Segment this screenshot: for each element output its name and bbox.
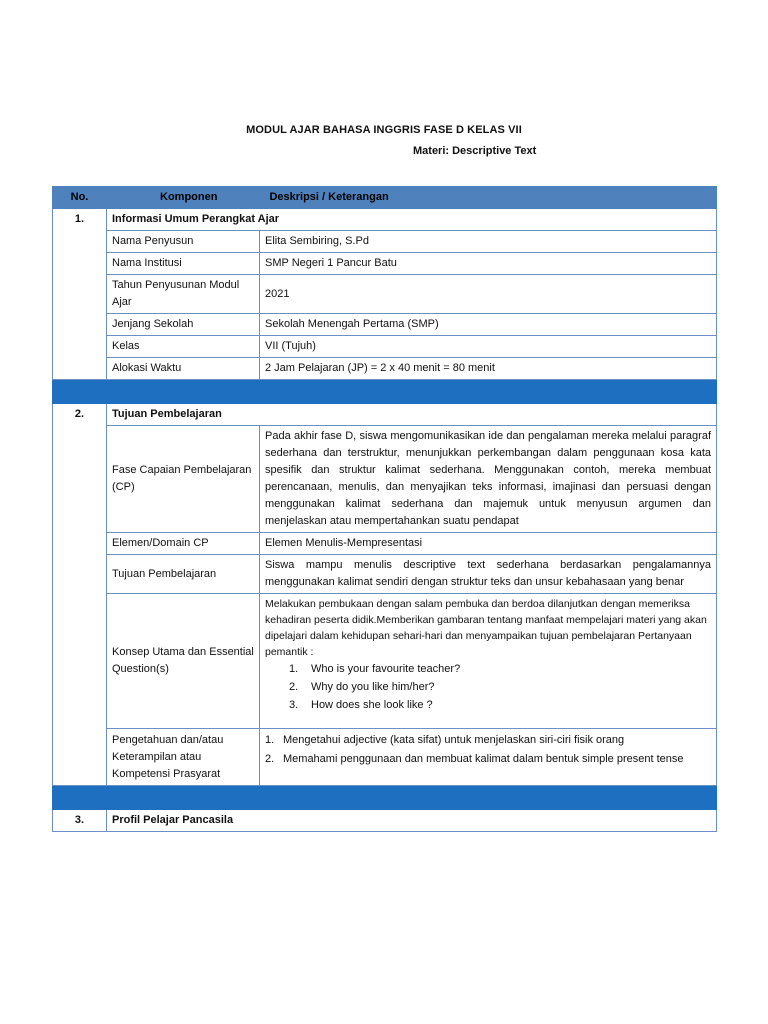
- table-row: [53, 729, 717, 786]
- list-item: 2. Why do you like him/her?: [289, 681, 435, 693]
- row-value: Elemen Menulis-Mempresentasi: [260, 533, 717, 555]
- list-item: 1. Mengetahui adjective (kata sifat) untuk menjelaskan siri-ciri fisik orang: [265, 734, 625, 746]
- table-row: [53, 231, 717, 253]
- row-label: Kelas: [107, 336, 260, 358]
- list-item: 3. How does she look like ?: [289, 699, 433, 711]
- table-row: [53, 358, 717, 380]
- header-labels: [107, 187, 717, 209]
- document-title: MODUL AJAR BAHASA INGGRIS FASE D KELAS VII: [246, 124, 522, 136]
- row-value: Siswa mampu menulis descriptive text sederhana berdasarkan pengalamannya menggunakan kalimat sendiri dengan struktur teks dan unsur kebahasaan yang benar: [260, 555, 717, 594]
- row-value: [260, 729, 717, 786]
- list-item: 1. Who is your favourite teacher?: [289, 663, 461, 675]
- table-row: [53, 533, 717, 555]
- row-value: SMP Negeri 1 Pancur Batu: [260, 253, 717, 275]
- row-label: Tujuan Pembelajaran: [107, 555, 260, 594]
- section-3-row: [53, 810, 717, 832]
- row-value: Sekolah Menengah Pertama (SMP): [260, 314, 717, 336]
- row-label: Alokasi Waktu: [107, 358, 260, 380]
- section-2-number: 2.: [53, 404, 107, 786]
- section-1-number: 1.: [53, 209, 107, 380]
- section-3-number: 3.: [53, 810, 107, 832]
- table-header-row: [53, 187, 717, 209]
- table-row: [53, 253, 717, 275]
- module-table: [52, 186, 717, 832]
- section-divider-band: [53, 380, 717, 404]
- row-label: Jenjang Sekolah: [107, 314, 260, 336]
- row-value: VII (Tujuh): [260, 336, 717, 358]
- section-divider-band: [53, 786, 717, 810]
- table-row: [53, 594, 717, 729]
- row-value: [260, 594, 717, 729]
- row-value: 2 Jam Pelajaran (JP) = 2 x 40 menit = 80 menit: [260, 358, 717, 380]
- row-value: Elita Sembiring, S.Pd: [260, 231, 717, 253]
- table-row: [53, 336, 717, 358]
- row-label: Nama Institusi: [107, 253, 260, 275]
- row-label: Elemen/Domain CP: [107, 533, 260, 555]
- table-row: [53, 555, 717, 594]
- section-2-title: Tujuan Pembelajaran: [107, 404, 717, 426]
- question-list: [265, 660, 711, 714]
- table-row: [53, 426, 717, 533]
- header-no: No.: [53, 187, 107, 209]
- row-label: Pengetahuan dan/atau Keterampilan atau Kompetensi Prasyarat: [107, 729, 260, 786]
- konsep-intro: Melakukan pembukaan dengan salam pembuka dan berdoa dilanjutkan dengan memeriksa kehadiran peserta didik.Memberikan gambaran tentang manfaat mempelajari materi yang akan dipelajari dalam kehidupan sehari-hari dan menyampaikan tujuan pembelajaran Pertanyaan pemantik :: [265, 598, 707, 658]
- document-subtitle: Materi: Descriptive Text: [413, 145, 537, 157]
- row-label: Tahun Penyusunan Modul Ajar: [107, 275, 260, 314]
- header-komponen: Komponen: [160, 191, 218, 203]
- row-value: 2021: [260, 275, 717, 314]
- list-item: 2. Memahami penggunaan dan membuat kalimat dalam bentuk simple present tense: [265, 753, 684, 765]
- row-value: Pada akhir fase D, siswa mengomunikasikan ide dan pengalaman mereka melalui paragraf sederhana dan terstruktur, menunjukkan perkembangan dalam penggunaan kosa kata spesifik dan struktur kalimat sederhana. Menggunakan contoh, mereka membuat perencanaan, menulis, dan menyajikan teks informasi, imajinasi dan persuasi dengan menggunakan kalimat sederhana dan majemuk untuk menyusun argumen dan menjelaskan atau mempertahankan suatu pendapat: [260, 426, 717, 533]
- row-label: Nama Penyusun: [107, 231, 260, 253]
- row-label: Konsep Utama dan Essential Question(s): [107, 594, 260, 729]
- section-1-row: [53, 209, 717, 231]
- header-deskripsi: Deskripsi / Keterangan: [269, 191, 389, 203]
- table-row: [53, 275, 717, 314]
- row-label: Fase Capaian Pembelajaran (CP): [107, 426, 260, 533]
- prasyarat-list: [265, 731, 711, 769]
- section-2-row: [53, 404, 717, 426]
- section-1-title: Informasi Umum Perangkat Ajar: [107, 209, 717, 231]
- table-row: [53, 314, 717, 336]
- section-3-title: Profil Pelajar Pancasila: [107, 810, 717, 832]
